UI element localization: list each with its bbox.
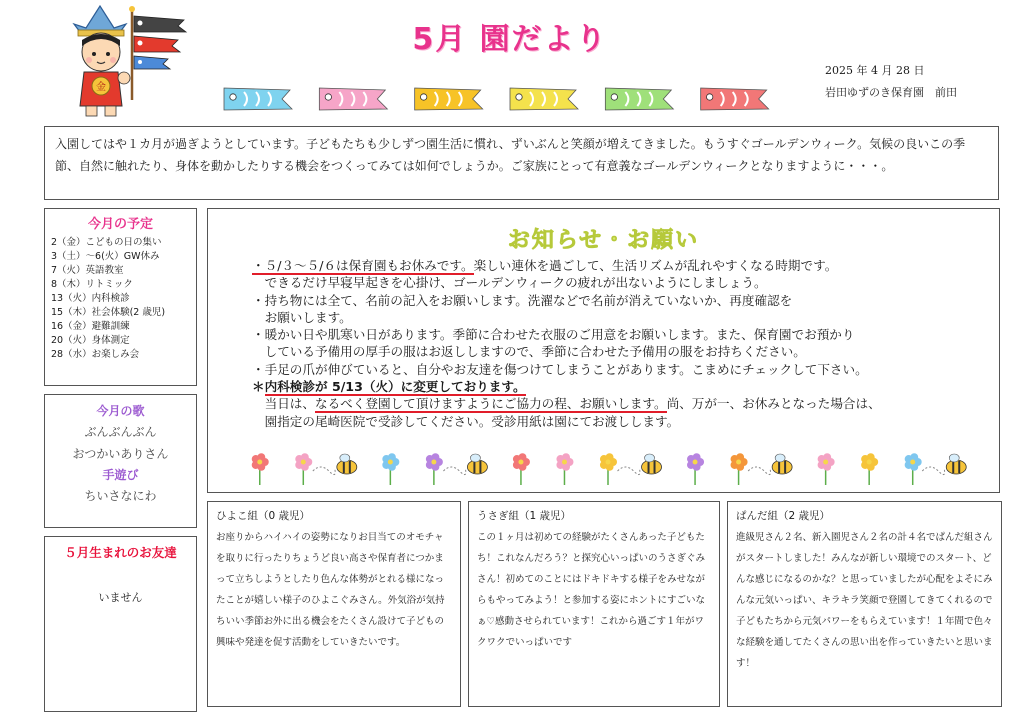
svg-text:金: 金 <box>96 82 106 93</box>
carp-streamer-icon <box>605 88 673 110</box>
birthday-title: ５月生まれのお友達 <box>64 545 177 560</box>
flower-icon <box>731 453 748 485</box>
schedule-item: 15（木）社会体験(2 歳児) <box>51 307 166 318</box>
song-item: おつかいありさん <box>72 447 169 461</box>
schedule-item: 28（水）お楽しみ会 <box>51 349 140 360</box>
notices-body <box>252 257 992 430</box>
schedule-item: 3（土）～6(火）GW休み <box>51 251 160 262</box>
schedule-item: 8（木）リトミック <box>51 279 133 290</box>
notice-line: 園指定の尾崎医院で受診してください。受診用紙は園にてお渡しします。 <box>252 413 680 429</box>
bee-icon <box>922 454 966 475</box>
flower-icon <box>426 453 443 485</box>
notice-cooperation-underlined: なるべく登園して頂けますようにご協力の程、お願いします。 <box>314 396 667 412</box>
hand-play-item: ちいさなにわ <box>84 489 157 503</box>
notice-holiday-underlined: ・５/３～５/６は保育園もお休みです。 <box>252 258 474 273</box>
class-panda <box>727 501 1002 707</box>
bee-icon <box>443 454 487 475</box>
song-heading: 今月の歌 <box>96 404 145 418</box>
notice-line: 尚、万が一、お休みとなった場合は、 <box>666 396 881 412</box>
schedule-item: 13（火）内科検診 <box>51 293 130 304</box>
hand-play-heading: 手遊び <box>102 468 139 482</box>
page-title: 5月 園だより <box>412 22 608 57</box>
carp-streamer-icon <box>701 88 769 110</box>
schedule-list <box>51 236 190 362</box>
intro-message: 入園してはや１カ月が過ぎようとしています。子どもたちも少しずつ園生活に慣れ、ずいぶんと笑顔が増えてきました。もうすぐゴールデンウィーク。気候の良いこの季節、自然に触れたり、身体を動かしたりする機会をつくってみては如何でしょうか。ご家族にとって有意義なゴールデンウィークとなりますように・・・。 <box>44 126 999 200</box>
notice-line: ・手足の爪が伸びていると、自分やお友達を傷つけてしまうことがあります。こまめにチェックして下さい。 <box>252 361 868 377</box>
schedule-item: 7（火）英語教室 <box>51 265 124 276</box>
monthly-songs <box>44 394 197 528</box>
schedule-item: 2（金）こどもの日の集い <box>51 237 162 248</box>
flowers-and-bees-decoration <box>238 449 978 487</box>
class-title: ひよこ組（0 歳児） <box>216 510 311 522</box>
notice-line: 当日は、 <box>252 396 315 412</box>
flower-icon <box>687 453 704 485</box>
carp-streamer-icon <box>224 88 292 110</box>
notice-star: ＊ <box>252 379 265 395</box>
carp-streamer-row <box>218 84 790 114</box>
class-usagi <box>468 501 720 707</box>
flower-icon <box>600 453 617 485</box>
flower-icon <box>818 453 835 485</box>
class-hiyoko <box>207 501 461 707</box>
bee-icon <box>618 454 662 475</box>
notice-checkup-underlined: 内科検診が 5/13（火）に変更しております。 <box>264 379 526 395</box>
flower-icon <box>556 453 573 485</box>
flower-icon <box>513 453 530 485</box>
notices-section <box>207 208 1000 493</box>
carp-streamer-icon <box>510 88 578 110</box>
class-text: 進級児さん２名、新入園児さん２名の計４名でぱんだ組さんがスタートしました！みんなが新しい環境でのスタート、どんな感じになるのかな？と思っていましたが心配をよそにみんな元気いっぱい、キラキラ笑顔で登園してきてくれるので子どもたちから元気パワーをもらえています！１年間で色々な経験を通してたくさんの思い出を作っていきたいと思います！ <box>736 532 993 669</box>
flower-icon <box>295 453 312 485</box>
schedule-item: 20（火）身体測定 <box>51 335 130 346</box>
class-title: ぱんだ組（2 歳児） <box>736 510 831 522</box>
notice-line: 楽しい連休を過ごして、生活リズムが乱れやすくなる時期です。 <box>473 258 838 273</box>
boy-mascot-illustration <box>62 2 212 120</box>
schedule-item: 16（金）避難訓練 <box>51 321 130 332</box>
class-text: お座りからハイハイの姿勢になりお目当てのオモチャを取りに行ったりちょうど良い高さや保育者につかまって立ちしようとしたり色んな体勢がとれる様になったことが嬉しい様子のひよこぐみさん。外気浴が気持ちいい季節お外に出る機会をたくさん設けて子どもの興味や発達を促す活動をしていきたいです。 <box>216 532 445 648</box>
birthday-text: いません <box>98 591 143 604</box>
bee-icon <box>313 454 357 475</box>
flower-icon <box>905 453 922 485</box>
class-text: この１ヶ月は初めての経験がたくさんあった子どもたち！これなんだろう？と探究心いっぱいのうさぎぐみさん！初めてのことにはドキドキする様子をみせながらもやってみよう！と参加する姿にホントにすごいなぁ♡感動させられています！これから過ごす１年がワクワクでいっぱいです <box>477 532 706 648</box>
carp-streamer-icon <box>319 88 387 110</box>
schedule-title: 今月の予定 <box>87 217 153 232</box>
flower-icon <box>252 453 269 485</box>
notice-line: ・暖かい日や肌寒い日があります。季節に合わせた衣服のご用意をお願いします。また、保育園でお預かり <box>252 327 855 343</box>
notice-line: ・持ち物には全て、名前の記入をお願いします。洗濯などで名前が消えていないか、再度確認を <box>252 292 793 308</box>
song-item: ぶんぶんぶん <box>84 425 157 439</box>
notice-line: お願いします。 <box>252 309 352 325</box>
flower-icon <box>861 453 878 485</box>
notice-line: できるだけ早寝早起きを心掛け、ゴールデンウィークの疲れが出ないようにしましょう。 <box>252 275 767 291</box>
bee-icon <box>748 454 792 475</box>
flower-icon <box>382 453 399 485</box>
monthly-schedule <box>44 208 197 386</box>
class-title: うさぎ組（1 歳児） <box>477 510 572 522</box>
notices-title: お知らせ・お願い <box>507 228 700 253</box>
notice-line: している予備用の厚手の服はお返ししますので、季節に合わせた予備用の服をお持ちください。 <box>252 344 806 360</box>
birthday-friends <box>44 536 197 712</box>
carp-streamer-icon <box>415 88 483 110</box>
school-name: 岩田ゆずのき保育園 前田 <box>825 86 957 99</box>
issue-date: 2025 年 4 月 28 日 <box>825 64 925 77</box>
